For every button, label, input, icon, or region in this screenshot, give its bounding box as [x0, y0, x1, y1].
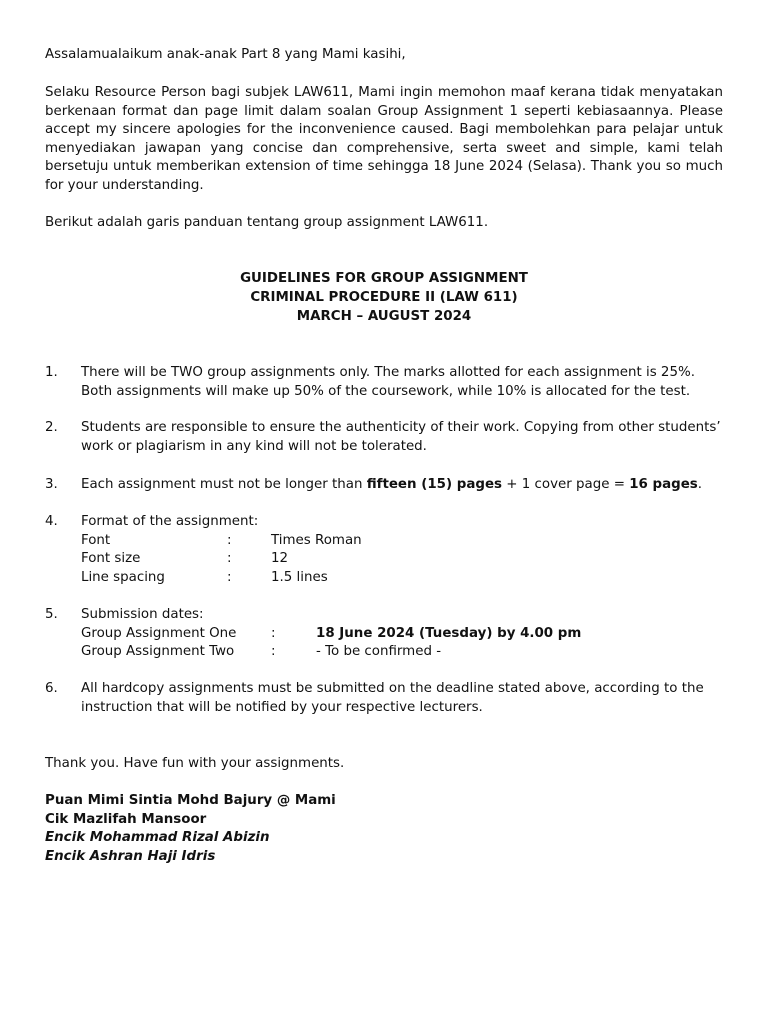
closing-line: Thank you. Have fun with your assignments. — [45, 756, 345, 771]
heading-line-1: GUIDELINES FOR GROUP ASSIGNMENT — [240, 271, 528, 286]
signatory-name: Cik Mazlifah Mansoor — [45, 812, 207, 827]
format-separator: : — [227, 533, 232, 548]
submission-separator: : — [271, 626, 276, 641]
item-text: There will be TWO group assignments only. The marks allotted for each assignment is 25%. Both assignments will make up 50% of the coursework, while 10% is allocated for the test. — [81, 365, 695, 399]
format-label: Font size — [81, 551, 141, 566]
format-value: Times Roman — [271, 533, 362, 548]
submission-title: Submission dates: — [81, 607, 204, 622]
format-value: 12 — [271, 551, 289, 566]
heading-line-3: MARCH – AUGUST 2024 — [296, 309, 472, 324]
item-number: 2. — [45, 420, 58, 435]
signatory-name: Puan Mimi Sintia Mohd Bajury @ Mami — [45, 793, 336, 808]
heading-line-2: CRIMINAL PROCEDURE II (LAW 611) — [250, 290, 518, 305]
intro-paragraph: Selaku Resource Person bagi subjek LAW611, Mami ingin memohon maaf kerana tidak menyatakan berkenaan format dan page limit dalam soalan Group Assignment 1 seperti kebiasaannya. Please accept my sincere apologies for the inconvenience caused. Bagi membolehkan para pelajar untuk menyediakan jawapan yang concise dan comprehensive, serta sweet and simple, kami telah bersetuju untuk memberikan extension of time sehingga 18 June 2024 (Selasa). Thank you so much for your understanding. — [45, 85, 723, 193]
submission-label: Group Assignment One — [81, 626, 237, 641]
format-separator: : — [227, 570, 232, 585]
submission-label: Group Assignment Two — [81, 644, 235, 659]
item-number: 1. — [45, 365, 58, 380]
item-text — [81, 476, 723, 495]
format-label: Font — [81, 533, 111, 548]
submission-date: 18 June 2024 (Tuesday) by 4.00 pm — [316, 626, 582, 641]
page-limit-pre: Each assignment must not be longer than — [81, 477, 367, 492]
item-number: 4. — [45, 514, 58, 529]
lead-in: Berikut adalah garis panduan tentang group assignment LAW611. — [45, 215, 489, 230]
format-separator: : — [227, 551, 232, 566]
item-number: 5. — [45, 607, 58, 622]
format-label: Line spacing — [81, 570, 165, 585]
submission-date: - To be confirmed - — [316, 644, 442, 659]
item-text: Students are responsible to ensure the authenticity of their work. Copying from other students’ work or plagiarism in any kind will not be tolerated. — [81, 420, 721, 454]
item-number: 6. — [45, 681, 58, 696]
signatory-name: Encik Mohammad Rizal Abizin — [45, 830, 270, 845]
page-limit-post: . — [697, 477, 703, 492]
format-value: 1.5 lines — [271, 570, 328, 585]
greeting: Assalamualaikum anak-anak Part 8 yang Mami kasihi, — [45, 47, 406, 62]
item-number: 3. — [45, 477, 58, 492]
format-title: Format of the assignment: — [81, 514, 259, 529]
page-limit-total: 16 pages — [629, 477, 698, 492]
page-limit-mid: + 1 cover page = — [502, 477, 630, 492]
signatory-name: Encik Ashran Haji Idris — [45, 849, 216, 864]
item-text: All hardcopy assignments must be submitted on the deadline stated above, according to the instruction that will be notified by your respective lecturers. — [81, 681, 704, 715]
submission-separator: : — [271, 644, 276, 659]
page-limit-main: fifteen (15) pages — [366, 477, 503, 492]
